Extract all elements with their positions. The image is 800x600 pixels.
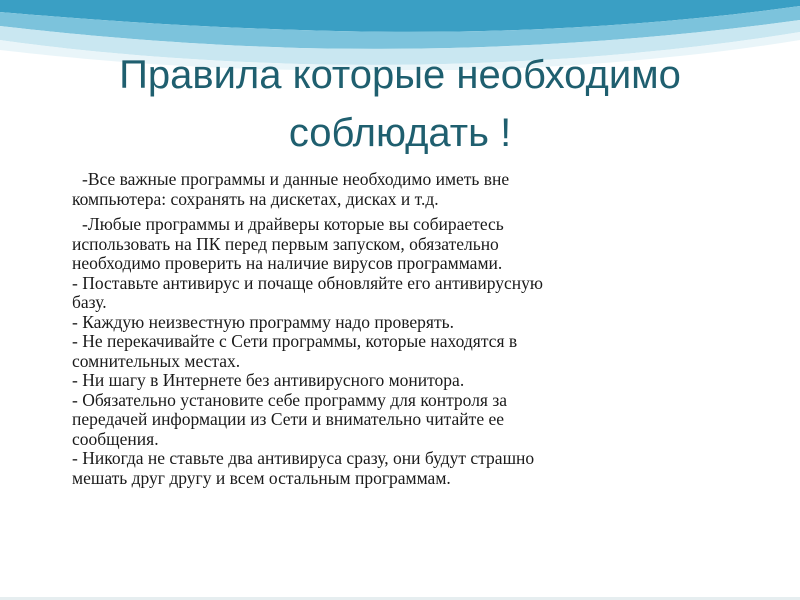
body-line: базу. xyxy=(72,292,107,312)
body-line: - Каждую неизвестную программу надо проверять. xyxy=(72,311,454,332)
body-line: -Все важные программы и данные необходимо иметь вне xyxy=(82,169,510,189)
body-line: -Любые программы и драйверы которые вы собираетесь xyxy=(82,214,504,234)
slide-title-line-2: соблюдать ! xyxy=(288,111,512,155)
body-line: использовать на ПК перед первым запуском, обязательно xyxy=(72,233,499,254)
body-line: компьютера: сохранять на дискетах, дисках и т.д. xyxy=(72,188,439,209)
slide-title-line-1: Правила которые необходимо xyxy=(119,53,681,97)
slide-body xyxy=(72,170,732,494)
body-line: - Не перекачивайте с Сети программы, которые находятся в xyxy=(72,331,518,351)
body-line: мешать друг другу и всем остальным программам. xyxy=(72,467,451,488)
body-line: сообщения. xyxy=(72,428,159,449)
body-line: сомнительных местах. xyxy=(72,350,241,371)
body-line: - Никогда не ставьте два антивируса сразу, они будут страшно xyxy=(72,448,535,468)
body-line: - Поставьте антивирус и почаще обновляйте его антивирусную xyxy=(72,272,543,293)
slide-title xyxy=(20,46,780,162)
body-line: - Обязательно установите себе программу для контроля за xyxy=(72,389,508,410)
body-paragraph-2 xyxy=(72,215,732,488)
body-line: передачей информации из Сети и внимательно читайте ее xyxy=(72,409,504,429)
body-line: - Ни шагу в Интернете без антивирусного монитора. xyxy=(72,370,465,390)
body-line: необходимо проверить на наличие вирусов программами. xyxy=(72,253,503,273)
body-paragraph-1 xyxy=(72,170,732,209)
